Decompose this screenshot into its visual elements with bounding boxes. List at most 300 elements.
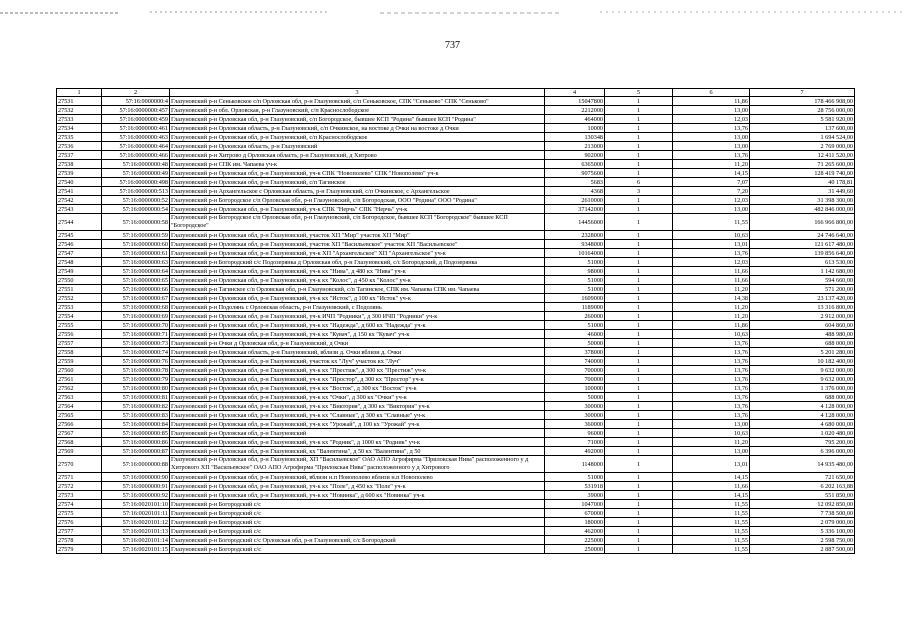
table-row: [57, 545, 855, 554]
row-number-cell: 27579: [57, 545, 102, 554]
category-cell: 1: [605, 375, 673, 384]
address-cell: Глазуновский р-н Орловская обл, р-н Глазуновский, ХП "Васильевское" ОАО АПО Агрофирма "Прилокская Нива" расположенного у д Хитрового ХП "Васильевское" ОАО АПО Агрофирма "Прилокская Нива" расположенного у д Хитрового: [170, 456, 545, 473]
area-cell: 46000: [545, 330, 605, 339]
category-cell: 1: [605, 330, 673, 339]
area-cell: 9348000: [545, 240, 605, 249]
table-row: [57, 411, 855, 420]
cadastral-number-cell: 57:16:0000000:85: [102, 429, 170, 438]
row-number-cell: 27564: [57, 402, 102, 411]
rate-cell: 13,00: [673, 447, 750, 456]
area-cell: 902000: [545, 151, 605, 160]
cadastral-number-cell: 57:16:0020101:15: [102, 545, 170, 554]
cadastral-value-cell: 14 935 480,00: [750, 456, 855, 473]
category-cell: 1: [605, 447, 673, 456]
cadastral-value-cell: 2 769 000,00: [750, 142, 855, 151]
category-cell: 1: [605, 348, 673, 357]
category-cell: 1: [605, 438, 673, 447]
rate-cell: 11,86: [673, 321, 750, 330]
category-cell: 1: [605, 205, 673, 214]
cadastral-number-cell: 57:16:0000000:70: [102, 321, 170, 330]
cadastral-number-cell: 57:16:0000000:4: [102, 97, 170, 106]
cadastral-number-cell: 57:16:0000000:52: [102, 196, 170, 205]
cadastral-number-cell: 57:16:0000000:64: [102, 267, 170, 276]
row-number-cell: 27535: [57, 133, 102, 142]
rate-cell: 14,38: [673, 294, 750, 303]
rate-cell: 11,66: [673, 482, 750, 491]
cadastral-number-cell: 57:16:0020101:10: [102, 500, 170, 509]
address-cell: Глазуновский р-н Орловская обл, р-н Глазуновский, с/п Тагинское: [170, 178, 545, 187]
category-cell: 1: [605, 402, 673, 411]
rate-cell: 13,76: [673, 402, 750, 411]
area-cell: 130348: [545, 133, 605, 142]
address-cell: Глазуновский р-н Орловская обл, р-н Глазуновский, уч-к кх "Урожай", д 100 кх "Урожай" уч-к: [170, 420, 545, 429]
row-number-cell: 27558: [57, 348, 102, 357]
cadastral-number-cell: 57:16:0000000:80: [102, 384, 170, 393]
address-cell: Глазуновский р-н Орловская обл, р-н Глазуновский: [170, 429, 545, 438]
cadastral-number-cell: 57:16:0000000:63: [102, 258, 170, 267]
cadastral-value-cell: 31 398 300,00: [750, 196, 855, 205]
table-row: [57, 133, 855, 142]
address-cell: Глазуновский р-н Орловская обл, р-н Глазуновский, с/п Богородское, бывшее КСП "Родина" бывшее КСП "Родина": [170, 115, 545, 124]
rate-cell: 14,15: [673, 169, 750, 178]
address-cell: Глазуновский р-н Богородский с/с Подозерянка д Орловская обл, р-н Глазуновский, с/с Богородский, д Подозерянка: [170, 258, 545, 267]
page-number: 737: [445, 40, 460, 51]
category-cell: 1: [605, 545, 673, 554]
address-cell: Глазуновский р-н Орловская обл, р-н Глазуновский, уч-к кх "Нива", д 480 кх "Нива" уч-к: [170, 267, 545, 276]
area-cell: 96000: [545, 429, 605, 438]
category-cell: 1: [605, 429, 673, 438]
table-row: [57, 294, 855, 303]
cadastral-number-cell: 57:16:0000000:88: [102, 456, 170, 473]
row-number-cell: 27540: [57, 178, 102, 187]
rate-cell: 13,00: [673, 106, 750, 115]
area-cell: 50000: [545, 339, 605, 348]
address-cell: Глазуновский р-н Орловская обл, р-н Глазуновский, уч-к СПК "Нерчь" СПК "Нерчь" уч-к: [170, 205, 545, 214]
row-number-cell: 27533: [57, 115, 102, 124]
cadastral-value-cell: 482 846 000,00: [750, 205, 855, 214]
table-row: [57, 240, 855, 249]
row-number-cell: 27532: [57, 106, 102, 115]
table-row: [57, 142, 855, 151]
rate-cell: 11,55: [673, 536, 750, 545]
cadastral-number-cell: 57:16:0020101:14: [102, 536, 170, 545]
table-row: [57, 357, 855, 366]
cadastral-number-cell: 57:16:0000000:73: [102, 339, 170, 348]
cadastral-number-cell: 57:16:0000000:84: [102, 420, 170, 429]
address-cell: Глазуновский р-н Орловская обл, р-н Глазуновский, уч-к кх "Родник", д 1000 кх "Родник" уч-к: [170, 438, 545, 447]
table-row: [57, 348, 855, 357]
rate-cell: 10,63: [673, 330, 750, 339]
category-cell: 1: [605, 106, 673, 115]
row-number-cell: 27545: [57, 231, 102, 240]
cadastral-value-cell: 7 738 500,00: [750, 509, 855, 518]
category-cell: 1: [605, 249, 673, 258]
column-header: 7: [750, 89, 855, 97]
cadastral-value-cell: 9 632 000,00: [750, 375, 855, 384]
cadastral-number-cell: 57:16:0000000:464: [102, 142, 170, 151]
rate-cell: 11,86: [673, 97, 750, 106]
rate-cell: 13,76: [673, 366, 750, 375]
address-cell: Глазуновский р-н Богородский с/с: [170, 509, 545, 518]
cadastral-number-cell: 57:16:0020101:13: [102, 527, 170, 536]
rate-cell: 11,20: [673, 160, 750, 169]
address-cell: Глазуновский р-н СПК им. Чапаева уч-к: [170, 160, 545, 169]
row-number-cell: 27565: [57, 411, 102, 420]
table-row: [57, 393, 855, 402]
row-number-cell: 27546: [57, 240, 102, 249]
table-row: [57, 384, 855, 393]
cadastral-value-cell: 24 746 640,00: [750, 231, 855, 240]
cadastral-value-cell: 10 182 400,00: [750, 357, 855, 366]
rate-cell: 13,00: [673, 133, 750, 142]
table-row: [57, 303, 855, 312]
area-cell: 51000: [545, 258, 605, 267]
area-cell: 464000: [545, 115, 605, 124]
cadastral-value-cell: 178 466 908,00: [750, 97, 855, 106]
table-row: [57, 151, 855, 160]
cadastral-number-cell: 57:16:0000000:69: [102, 312, 170, 321]
cadastral-value-cell: 571 200,00: [750, 285, 855, 294]
table-row: [57, 214, 855, 231]
cadastral-value-cell: 23 137 420,00: [750, 294, 855, 303]
table-row: [57, 339, 855, 348]
category-cell: 1: [605, 500, 673, 509]
rate-cell: 11,20: [673, 312, 750, 321]
rate-cell: 13,76: [673, 357, 750, 366]
column-header: 5: [605, 89, 673, 97]
address-cell: Глазуновский р-н Богородское с/п Орловская обл, р-н Глазуновский, с/п Богородское, бывшее КСП "Богородское" бывшее КСП "Богородское": [170, 214, 545, 231]
address-cell: Глазуновский р-н Орловская обл, р-н Глазуновский, уч-к кх "Надежда", д 600 кх "Надежда" уч-к: [170, 321, 545, 330]
rate-cell: 11,66: [673, 276, 750, 285]
table-row: [57, 509, 855, 518]
address-cell: Глазуновский р-н Орловская область, р-н Глазуновский: [170, 142, 545, 151]
category-cell: 1: [605, 456, 673, 473]
area-cell: 51000: [545, 285, 605, 294]
address-cell: Глазуновский р-н Орловская обл, р-н Глазуновский, уч-к кх "Очки", д 300 кх "Очки" уч-к: [170, 393, 545, 402]
area-cell: 39000: [545, 491, 605, 500]
cadastral-value-cell: 1 020 480,00: [750, 429, 855, 438]
cadastral-number-cell: 57:16:0000000:76: [102, 357, 170, 366]
row-number-cell: 27543: [57, 205, 102, 214]
rate-cell: 12,03: [673, 258, 750, 267]
rate-cell: 13,76: [673, 124, 750, 133]
cadastral-number-cell: 57:16:0000000:463: [102, 133, 170, 142]
address-cell: Глазуновский р-н Орловская обл, р-н Глазуновский, уч-к кх "Престиж", д 300 кх "Престиж" уч-к: [170, 366, 545, 375]
row-number-cell: 27547: [57, 249, 102, 258]
rate-cell: 14,15: [673, 491, 750, 500]
row-number-cell: 27574: [57, 500, 102, 509]
category-cell: 1: [605, 133, 673, 142]
cadastral-value-cell: 166 966 800,00: [750, 214, 855, 231]
category-cell: 1: [605, 294, 673, 303]
row-number-cell: 27557: [57, 339, 102, 348]
table-row: [57, 500, 855, 509]
address-cell: Глазуновский р-н Орловская обл, р-н Глазуновский, участок кх "Луч" участок кх "Луч": [170, 357, 545, 366]
cadastral-number-cell: 57:16:0000000:466: [102, 151, 170, 160]
cadastral-number-cell: 57:16:0000000:498: [102, 178, 170, 187]
category-cell: 1: [605, 393, 673, 402]
cadastral-value-cell: 6 396 000,00: [750, 447, 855, 456]
table-row: [57, 527, 855, 536]
address-cell: Глазуновский р-н Богородский с/с: [170, 527, 545, 536]
address-cell: Глазуновский р-н Богородский с/с Орловская обл, р-н Глазуновский, с/с Богородский: [170, 536, 545, 545]
row-number-cell: 27572: [57, 482, 102, 491]
row-number-cell: 27566: [57, 420, 102, 429]
table-row: [57, 169, 855, 178]
category-cell: 1: [605, 276, 673, 285]
area-cell: 100000: [545, 384, 605, 393]
table-row: [57, 267, 855, 276]
area-cell: 1047000: [545, 500, 605, 509]
address-cell: Глазуновский р-н Орловская обл, р-н Глазуновский, уч-к ХП "Архангельское" ХП "Архангельское" уч-к: [170, 249, 545, 258]
row-number-cell: 27549: [57, 267, 102, 276]
rate-cell: 11,55: [673, 500, 750, 509]
row-number-cell: 27538: [57, 160, 102, 169]
address-cell: Глазуновский р-н Богородский с/с: [170, 545, 545, 554]
category-cell: 1: [605, 384, 673, 393]
address-cell: Глазуновский р-н Орловская обл, р-н Глазуновский, уч-к кх "Виктория", д 300 кх "Виктория" уч-к: [170, 402, 545, 411]
area-cell: 10164000: [545, 249, 605, 258]
area-cell: 71000: [545, 438, 605, 447]
address-cell: Глазуновский р-н Подолянь с Орловская область, р-н Глазуновский, с Подолянь: [170, 303, 545, 312]
area-cell: 670000: [545, 509, 605, 518]
row-number-cell: 27553: [57, 303, 102, 312]
row-number-cell: 27563: [57, 393, 102, 402]
address-cell: Глазуновский р-н Орловская обл, р-н Глазуновский, уч-к СПК "Новополево" СПК "Новополево" уч-к: [170, 169, 545, 178]
category-cell: 1: [605, 491, 673, 500]
row-number-cell: 27570: [57, 456, 102, 473]
table-row: [57, 536, 855, 545]
area-cell: 2328000: [545, 231, 605, 240]
address-cell: Глазуновский р-н Сеньковское с/п Орловская обл, р-н Глазуновский, с/п Сеньковское, СПК "Сеньково" СПК "Сеньково": [170, 97, 545, 106]
cadastral-number-cell: 57:16:0020101:11: [102, 509, 170, 518]
table-row: [57, 473, 855, 482]
cadastral-value-cell: 128 419 740,00: [750, 169, 855, 178]
rate-cell: 11,20: [673, 438, 750, 447]
rate-cell: 12,03: [673, 196, 750, 205]
category-cell: 1: [605, 411, 673, 420]
address-cell: Глазуновский р-н Орловская обл, р-н Глазуновский, уч-к кх "Поле", д 450 кх "Поле" уч-к: [170, 482, 545, 491]
cadastral-value-cell: 31 449,60: [750, 187, 855, 196]
row-number-cell: 27537: [57, 151, 102, 160]
category-cell: 1: [605, 321, 673, 330]
address-cell: Глазуновский р-н Орловская обл, р-н Глазуновский, с/п Краснослободское: [170, 133, 545, 142]
cadastral-value-cell: 2 598 750,00: [750, 536, 855, 545]
row-number-cell: 27541: [57, 187, 102, 196]
column-header: 4: [545, 89, 605, 97]
row-number-cell: 27577: [57, 527, 102, 536]
category-cell: 1: [605, 482, 673, 491]
category-cell: 1: [605, 214, 673, 231]
rate-cell: 13,76: [673, 411, 750, 420]
cadastral-number-cell: 57:16:0000000:59: [102, 231, 170, 240]
table-row: [57, 375, 855, 384]
category-cell: 1: [605, 142, 673, 151]
category-cell: 1: [605, 357, 673, 366]
area-cell: 51000: [545, 473, 605, 482]
area-cell: 300000: [545, 411, 605, 420]
category-cell: 1: [605, 196, 673, 205]
cadastral-number-cell: 57:16:0000000:83: [102, 411, 170, 420]
area-cell: 213000: [545, 142, 605, 151]
cadastral-value-cell: 4 128 000,00: [750, 402, 855, 411]
category-cell: 1: [605, 536, 673, 545]
rate-cell: 13,00: [673, 205, 750, 214]
table-row: [57, 518, 855, 527]
table-row: [57, 160, 855, 169]
cadastral-value-cell: 4 128 000,00: [750, 411, 855, 420]
rate-cell: 10,63: [673, 231, 750, 240]
cadastral-value-cell: 2 079 000,00: [750, 518, 855, 527]
row-number-cell: 27568: [57, 438, 102, 447]
cadastral-value-cell: 5 581 920,00: [750, 115, 855, 124]
cadastral-number-cell: 57:16:0000000:60: [102, 240, 170, 249]
category-cell: 1: [605, 231, 673, 240]
table-row: [57, 312, 855, 321]
table-row: [57, 321, 855, 330]
cadastral-value-cell: 488 980,00: [750, 330, 855, 339]
cadastral-number-cell: 57:16:0000000:71: [102, 330, 170, 339]
address-cell: Глазуновский р-н Орловская обл, р-н Глазуновский, уч-к кх "Простор", д 300 кх "Простор" уч-к: [170, 375, 545, 384]
address-cell: Глазуновский р-н Орловская обл, р-н Глазуновский, уч-к кх "Новинка", д 600 кх "Новинка" уч-к: [170, 491, 545, 500]
rate-cell: 10,63: [673, 429, 750, 438]
cadastral-number-cell: 57:16:0000000:49: [102, 169, 170, 178]
category-cell: 1: [605, 240, 673, 249]
area-cell: 360000: [545, 420, 605, 429]
area-cell: 9075600: [545, 169, 605, 178]
cadastral-number-cell: 57:16:0000000:61: [102, 249, 170, 258]
column-header: 2: [102, 89, 170, 97]
cadastral-number-cell: 57:16:0000000:457: [102, 106, 170, 115]
cadastral-value-cell: 12 092 850,00: [750, 500, 855, 509]
row-number-cell: 27578: [57, 536, 102, 545]
row-number-cell: 27567: [57, 429, 102, 438]
category-cell: 1: [605, 518, 673, 527]
area-cell: 378000: [545, 348, 605, 357]
cadastral-number-cell: 57:16:0000000:68: [102, 303, 170, 312]
address-cell: Глазуновский р-н Хитрово д Орловская область, р-н Глазуновский, д Хитрово: [170, 151, 545, 160]
area-cell: 462000: [545, 527, 605, 536]
row-number-cell: 27555: [57, 321, 102, 330]
table-row: [57, 196, 855, 205]
cadastral-number-cell: 57:16:0000000:54: [102, 205, 170, 214]
table-row: [57, 249, 855, 258]
cadastral-value-cell: 28 756 000,00: [750, 106, 855, 115]
area-cell: 2610000: [545, 196, 605, 205]
row-number-cell: 27536: [57, 142, 102, 151]
category-cell: 1: [605, 473, 673, 482]
rate-cell: 14,15: [673, 473, 750, 482]
rate-cell: 13,76: [673, 375, 750, 384]
cadastral-number-cell: 57:16:0000000:78: [102, 366, 170, 375]
cadastral-value-cell: 1 142 680,00: [750, 267, 855, 276]
rate-cell: 11,55: [673, 214, 750, 231]
cadastral-value-cell: 12 411 520,00: [750, 151, 855, 160]
address-cell: Глазуновский р-н Богородский с/с: [170, 500, 545, 509]
cadastral-value-cell: 551 850,00: [750, 491, 855, 500]
cadastral-value-cell: 721 650,00: [750, 473, 855, 482]
cadastral-value-cell: 5 336 100,00: [750, 527, 855, 536]
category-cell: 1: [605, 124, 673, 133]
column-header: 3: [170, 89, 545, 97]
cadastral-value-cell: 1 694 524,00: [750, 133, 855, 142]
cadastral-number-cell: 57:16:0000000:513: [102, 187, 170, 196]
row-number-cell: 27559: [57, 357, 102, 366]
cadastral-value-cell: 594 660,00: [750, 276, 855, 285]
cadastral-number-cell: 57:16:0000000:66: [102, 285, 170, 294]
area-cell: 250000: [545, 545, 605, 554]
category-cell: 3: [605, 187, 673, 196]
area-cell: 1609000: [545, 294, 605, 303]
table-row: [57, 420, 855, 429]
address-cell: Глазуновский р-н обл. Орловская, р-н Глазуновский, с/п Краснослободское: [170, 106, 545, 115]
rate-cell: 13,00: [673, 142, 750, 151]
table-row: [57, 285, 855, 294]
registry-table: [56, 88, 855, 554]
scan-artifact-line: [0, 3, 905, 19]
cadastral-number-cell: 57:16:0000000:48: [102, 160, 170, 169]
area-cell: 492000: [545, 447, 605, 456]
address-cell: Глазуновский р-н Орловская обл, р-н Глазуновский, кх "Валентина", д 50 кх "Валентина", д 50: [170, 447, 545, 456]
table-row: [57, 115, 855, 124]
cadastral-value-cell: 137 600,00: [750, 124, 855, 133]
row-number-cell: 27551: [57, 285, 102, 294]
address-cell: Глазуновский р-н Архангельское с Орловская область, р-н Глазуновский, с/п Очкинское, с Архангельское: [170, 187, 545, 196]
table-row: [57, 178, 855, 187]
row-number-cell: 27560: [57, 366, 102, 375]
category-cell: 1: [605, 303, 673, 312]
category-cell: 1: [605, 169, 673, 178]
cadastral-value-cell: 71 265 600,00: [750, 160, 855, 169]
row-number-cell: 27556: [57, 330, 102, 339]
cadastral-value-cell: 604 860,00: [750, 321, 855, 330]
rate-cell: 13,76: [673, 348, 750, 357]
area-cell: 15047800: [545, 97, 605, 106]
category-cell: 1: [605, 339, 673, 348]
address-cell: Глазуновский р-н Орловская обл, р-н Глазуновский, уч-к кх "Славные", д 300 кх "Славные" уч-к: [170, 411, 545, 420]
cadastral-number-cell: 57:16:0000000:461: [102, 124, 170, 133]
area-cell: 1189000: [545, 303, 605, 312]
rate-cell: 11,55: [673, 545, 750, 554]
table-row: [57, 330, 855, 339]
rate-cell: 11,55: [673, 527, 750, 536]
cadastral-number-cell: 57:16:0000000:81: [102, 393, 170, 402]
area-cell: 700000: [545, 366, 605, 375]
table-row: [57, 276, 855, 285]
table-row: [57, 258, 855, 267]
cadastral-number-cell: 57:16:0000000:91: [102, 482, 170, 491]
area-cell: 98000: [545, 267, 605, 276]
rate-cell: 13,76: [673, 249, 750, 258]
cadastral-value-cell: 121 617 480,00: [750, 240, 855, 249]
category-cell: 1: [605, 420, 673, 429]
cadastral-number-cell: 57:16:0000000:90: [102, 473, 170, 482]
table-row: [57, 97, 855, 106]
area-cell: 51000: [545, 321, 605, 330]
address-cell: Глазуновский р-н Орловская обл, р-н Глазуновский, уч-к ИЧП "Родники", д 300 ИЧП "Родники" уч-к: [170, 312, 545, 321]
address-cell: Глазуновский р-н Богородское с/п Орловская обл, р-н Глазуновский, с/п Богородская, ООО "Родина" ООО "Родина": [170, 196, 545, 205]
table-row: [57, 438, 855, 447]
rate-cell: 11,20: [673, 285, 750, 294]
rate-cell: 13,76: [673, 393, 750, 402]
table-row: [57, 366, 855, 375]
cadastral-number-cell: 57:16:0000000:86: [102, 438, 170, 447]
category-cell: 1: [605, 160, 673, 169]
table-row: [57, 231, 855, 240]
area-cell: 531918: [545, 482, 605, 491]
area-cell: 740000: [545, 357, 605, 366]
row-number-cell: 27562: [57, 384, 102, 393]
